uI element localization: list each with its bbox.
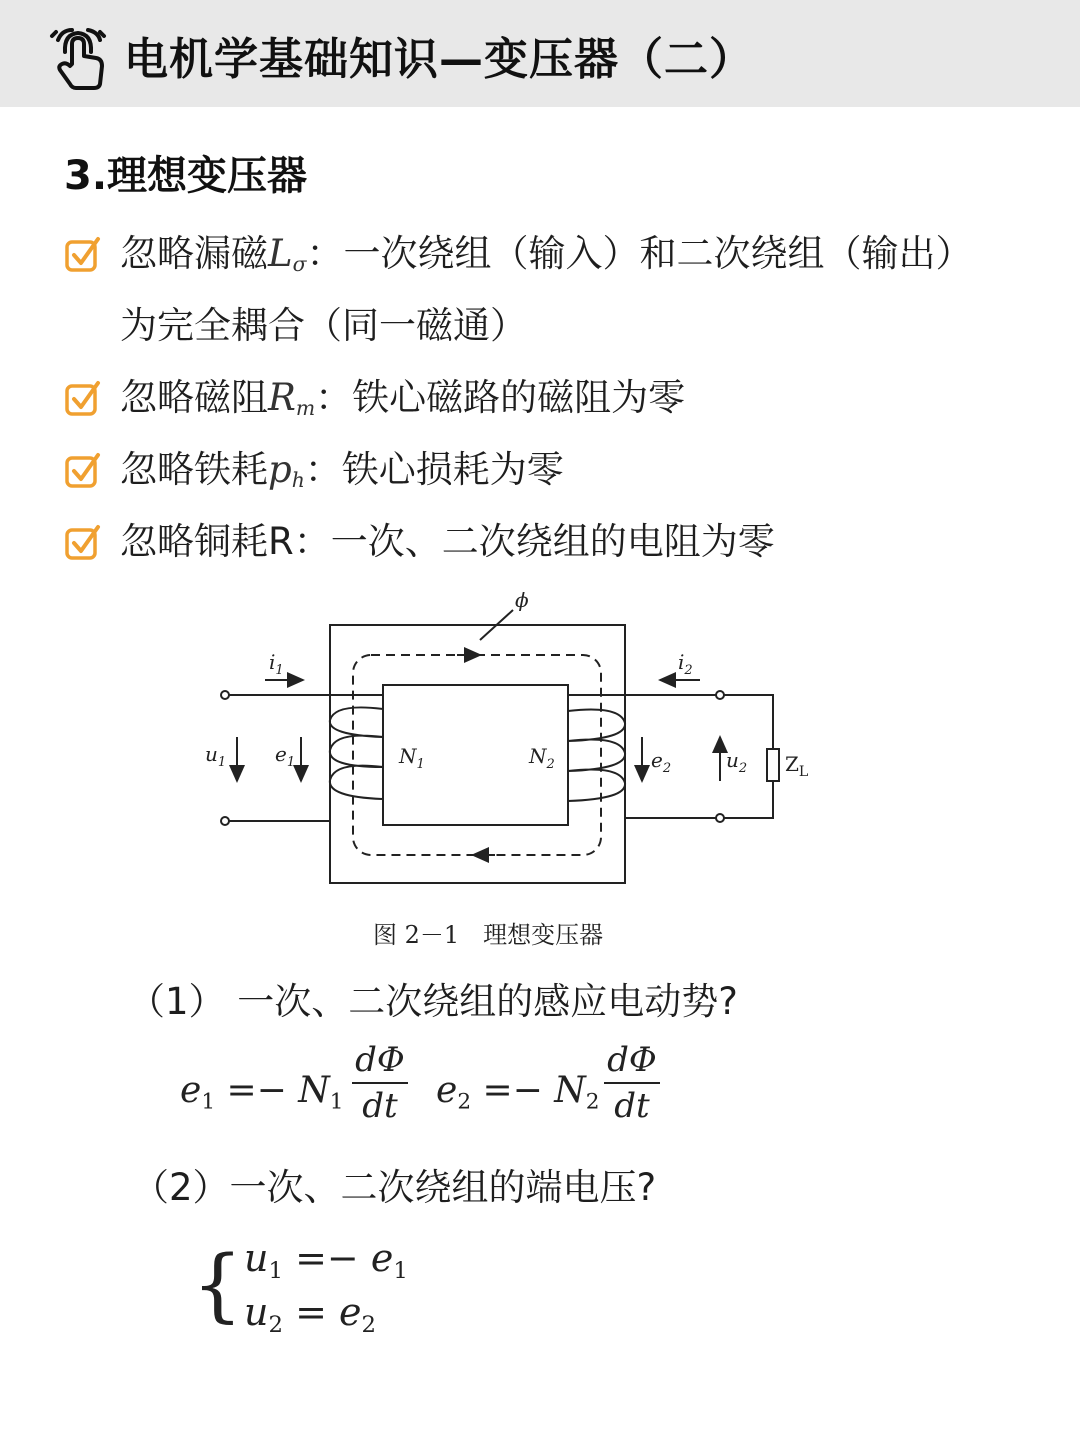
secondary-coil (568, 695, 625, 818)
section-title: 3.理想变压器 (64, 153, 308, 199)
item-symbol: $p_h$ (268, 448, 305, 493)
terminal (716, 691, 724, 699)
secondary-lead-bottom (625, 781, 773, 818)
list-item (64, 516, 1054, 568)
label-phi: ϕ (515, 588, 529, 612)
label-u1: $u_1$ (205, 742, 227, 770)
label-zl: $Z_L$ (785, 752, 809, 780)
page-title: 电机学基础知识—变压器（二） (124, 34, 754, 85)
question-1: （1） 一次、二次绕组的感应电动势? (128, 980, 738, 1023)
core-outer (330, 625, 625, 883)
item-prefix: 忽略磁阻 (120, 376, 268, 419)
label-e2: $e_2$ (651, 748, 672, 776)
item-continuation: 为完全耦合（同一磁通） (120, 304, 527, 347)
list-item (64, 372, 1054, 424)
checkbox-checked-icon (64, 379, 102, 417)
item-suffix: ：铁心损耗为零 (304, 448, 564, 491)
item-text: 忽略铜耗R：一次、二次绕组的电阻为零 (120, 520, 775, 563)
item-symbol: $L_\sigma$ (268, 232, 307, 277)
header-bar (0, 0, 1080, 107)
terminal (716, 814, 724, 822)
secondary-lead-top (568, 695, 773, 751)
terminal (221, 691, 229, 699)
load-zl (767, 749, 779, 781)
label-n2: $N_2$ (529, 744, 555, 772)
touch-hand-icon (48, 26, 108, 90)
diagram-caption: 图 2－1 理想变压器 (373, 921, 604, 949)
label-u2: $u_2$ (726, 748, 748, 776)
checkbox-checked-icon (64, 523, 102, 561)
transformer-diagram (195, 585, 825, 965)
terminal (221, 817, 229, 825)
checkbox-checked-icon (64, 451, 102, 489)
checkbox-checked-icon (64, 235, 102, 273)
label-e1: $e_1$ (275, 742, 296, 770)
question-2: （2）一次、二次绕组的端电压? (132, 1166, 657, 1209)
brace: { (192, 1238, 243, 1331)
voltage-formula: { $u_1 =- e_1$ $u_2 = e_2$ (192, 1236, 408, 1338)
item-symbol: $R_m$ (268, 376, 316, 421)
item-suffix: ：一次绕组（输入）和二次绕组（输出） (306, 232, 973, 275)
label-i2: $i_2$ (678, 650, 693, 678)
primary-coil (330, 705, 383, 821)
label-i1: $i_1$ (269, 650, 284, 678)
item-prefix: 忽略漏磁 (120, 232, 268, 275)
list-item (64, 228, 1054, 352)
item-suffix: ：铁心磁路的磁阻为零 (315, 376, 686, 419)
list-item (64, 444, 1054, 496)
label-n1: $N_1$ (399, 744, 425, 772)
item-prefix: 忽略铁耗 (120, 448, 268, 491)
emf-formula: $e_1 =- N_1$ dΦ dt $e_2 =- N_2$ dΦ dt (180, 1040, 680, 1140)
